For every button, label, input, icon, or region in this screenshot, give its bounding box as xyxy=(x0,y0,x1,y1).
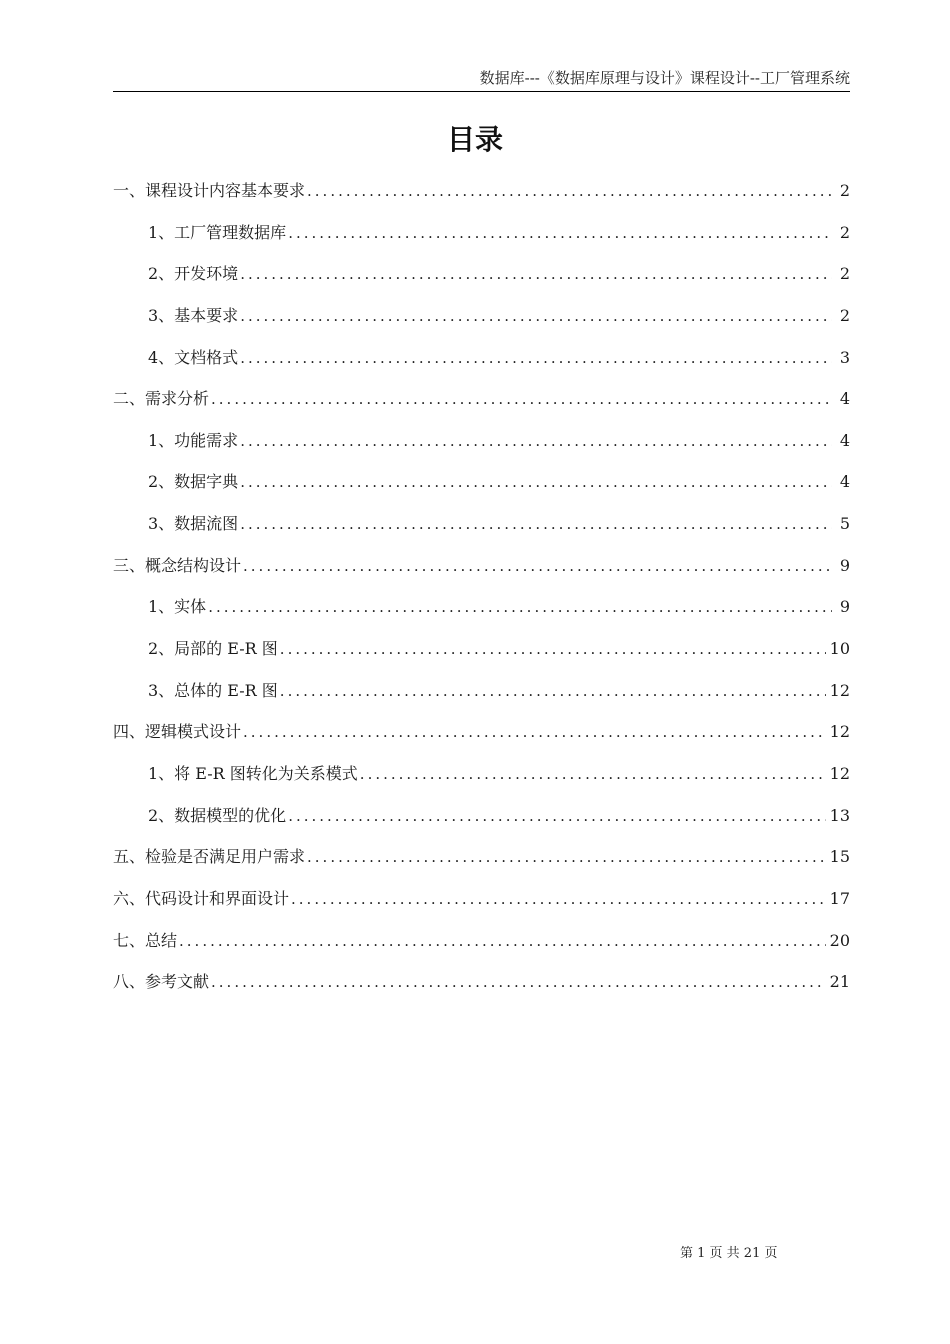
toc-entry[interactable] xyxy=(113,628,850,670)
toc-entry-page: 2 xyxy=(839,305,850,325)
toc-entry[interactable] xyxy=(113,378,850,420)
toc-entry[interactable] xyxy=(113,878,850,920)
toc-entry-page: 12 xyxy=(829,763,850,783)
toc-entry[interactable] xyxy=(113,212,850,254)
toc-entry-page: 9 xyxy=(839,555,850,575)
toc-entry-label: 2、局部的 E-R 图 xyxy=(148,639,278,659)
toc-leader-dots xyxy=(288,213,832,255)
toc-entry-label: 1、工厂管理数据库 xyxy=(148,222,287,242)
toc-leader-dots xyxy=(243,546,832,588)
page-header xyxy=(113,66,850,92)
toc-entry-label: 一、课程设计内容基本要求 xyxy=(113,181,306,200)
toc-leader-dots xyxy=(240,254,832,296)
toc-entry-label: 1、将 E-R 图转化为关系模式 xyxy=(148,763,358,783)
toc-entry[interactable] xyxy=(113,711,850,753)
toc-entry-label: 4、文档格式 xyxy=(148,347,239,367)
toc-entry-page: 12 xyxy=(829,680,850,700)
toc-entry[interactable] xyxy=(113,836,850,878)
page-footer xyxy=(680,1244,840,1264)
toc-leader-dots xyxy=(240,462,832,504)
toc-entry-page: 20 xyxy=(829,930,850,950)
toc-entry[interactable] xyxy=(113,753,850,795)
toc-leader-dots xyxy=(240,338,832,380)
toc-entry-label: 3、数据流图 xyxy=(148,514,239,534)
toc-leader-dots xyxy=(243,712,826,754)
toc-entry-page: 5 xyxy=(839,514,850,534)
toc-leader-dots xyxy=(280,671,826,713)
toc-entry-label: 2、开发环境 xyxy=(148,264,239,284)
toc-entry-page: 21 xyxy=(829,972,850,992)
toc-entry[interactable] xyxy=(113,545,850,587)
table-of-contents xyxy=(113,170,850,1003)
toc-leader-dots xyxy=(240,421,832,463)
toc-entry[interactable] xyxy=(113,670,850,712)
toc-entry-page: 2 xyxy=(839,264,850,284)
toc-entry[interactable] xyxy=(113,170,850,212)
toc-entry-page: 13 xyxy=(829,805,850,825)
toc-entry[interactable] xyxy=(113,961,850,1003)
toc-entry-label: 四、逻辑模式设计 xyxy=(113,722,242,742)
toc-entry-label: 3、总体的 E-R 图 xyxy=(148,680,278,700)
toc-leader-dots xyxy=(280,629,826,671)
toc-leader-dots xyxy=(240,296,832,338)
toc-entry[interactable] xyxy=(113,586,850,628)
toc-entry-page: 12 xyxy=(829,722,850,742)
toc-entry-label: 3、基本要求 xyxy=(148,305,239,325)
toc-entry-label: 六、代码设计和界面设计 xyxy=(113,888,290,908)
toc-entry-page: 15 xyxy=(829,847,850,867)
toc-entry-page: 4 xyxy=(839,472,850,492)
toc-entry-label: 1、功能需求 xyxy=(148,430,239,450)
toc-entry-label: 三、概念结构设计 xyxy=(113,555,242,575)
toc-entry-page: 4 xyxy=(839,430,850,450)
header-text: 数据库---《数据库原理与设计》课程设计--工厂管理系统 xyxy=(479,69,850,87)
toc-entry-label: 二、需求分析 xyxy=(113,389,210,409)
toc-leader-dots xyxy=(307,837,826,879)
toc-entry-label: 2、数据字典 xyxy=(148,472,239,492)
toc-leader-dots xyxy=(288,796,825,838)
toc-entry-label: 七、总结 xyxy=(113,930,178,950)
toc-entry-page: 9 xyxy=(839,597,850,617)
toc-leader-dots xyxy=(179,921,826,963)
toc-entry-page: 2 xyxy=(839,222,850,242)
toc-entry[interactable] xyxy=(113,795,850,837)
page-number: 第 1 页 共 21 页 xyxy=(680,1246,778,1261)
toc-entry[interactable] xyxy=(113,420,850,462)
toc-leader-dots xyxy=(291,879,826,921)
toc-entry[interactable] xyxy=(113,461,850,503)
toc-entry-page: 3 xyxy=(839,347,850,367)
toc-entry-page: 4 xyxy=(839,389,850,409)
toc-leader-dots xyxy=(211,962,826,1004)
toc-entry-label: 五、检验是否满足用户需求 xyxy=(113,847,306,867)
toc-entry-label: 八、参考文献 xyxy=(113,972,210,992)
toc-entry[interactable] xyxy=(113,295,850,337)
toc-entry-page: 10 xyxy=(829,639,850,659)
toc-leader-dots xyxy=(240,504,832,546)
toc-leader-dots xyxy=(360,754,826,796)
toc-entry-label: 2、数据模型的优化 xyxy=(148,805,287,825)
toc-entry[interactable] xyxy=(113,337,850,379)
toc-leader-dots xyxy=(211,379,832,421)
page-title: 目录 xyxy=(446,123,503,156)
toc-leader-dots xyxy=(208,587,832,629)
toc-entry-page: 2 xyxy=(839,181,850,200)
toc-entry[interactable] xyxy=(113,503,850,545)
toc-leader-dots xyxy=(307,171,832,213)
toc-entry[interactable] xyxy=(113,920,850,962)
toc-entry-page: 17 xyxy=(829,888,850,908)
toc-entry[interactable] xyxy=(113,253,850,295)
toc-entry-label: 1、实体 xyxy=(148,597,207,617)
